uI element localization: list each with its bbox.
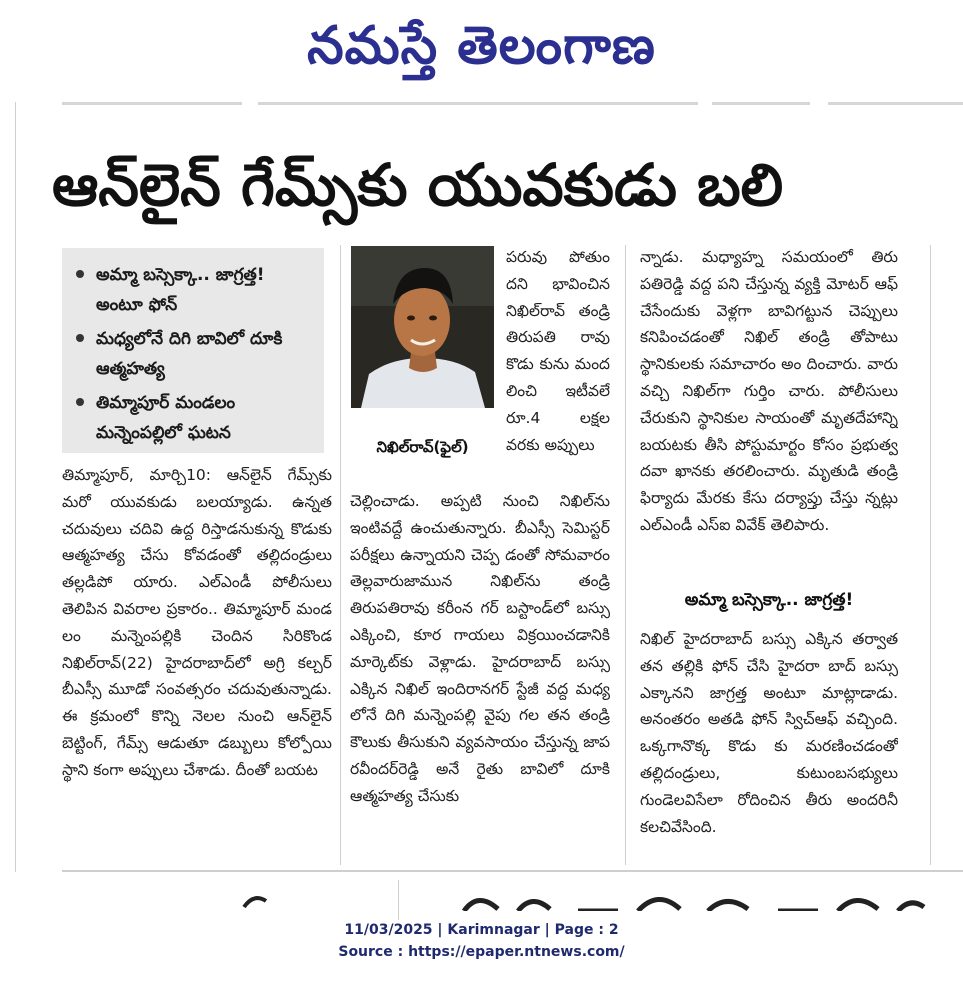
highlight-text: అమ్మా బస్సెక్కా.. జాగ్రత్త! అంటూ ఫోన్ [96,265,265,315]
paragraph: చెల్లించాడు. అప్పటి నుంచి నిఖిల్‌ను ఇంటివద్దే ఉంచుతున్నారు. బీఎస్సీ సెమిస్టర్ పరీక్షలు ఉన్నాయని చెప్ప డంతో సోమవారం తెల్లవారుజామున నిఖిల్‌ను తండ్రి తిరుపతిరావు కరీంన గర్ బస్టాండ్‌లో బస్సు ఎక్కించి, కూర గాయలు విక్రయించడానికి మార్కెట్‌కు వెళ్లాడు. హైదరాబాద్ బస్సు ఎక్కిన నిఖిల్ ఇందిరానగర్ స్టేజీ వద్ద మధ్య లోనే దిగి మన్నెంపల్లి వైపు గల తన తండ్రి కౌలుకు తీసుకుని వ్యవసాయం చేస్తున్న జాప రవీందర్‌రెడ్డి అనే రైతు బావిలో దూకి ఆత్మహత్య చేసుకు [350,492,610,805]
paragraph: పరువు పోతుం దని భావించిన నిఖిల్‌రావ్ తండ్రి తిరుపతి రావు కొడు కును మంద లించి ఇటీవలే రూ.4 లక్షల వరకు అప్పులు [506,248,610,454]
masthead-title: నమస్తే తెలంగాణ [307,16,656,76]
bullet-icon [76,270,84,278]
column-3-bottom-text [640,626,898,862]
highlight-item [74,388,314,448]
bullet-icon [76,334,84,342]
paragraph: తిమ్మాపూర్, మార్చి10: ఆన్‌లైన్ గేమ్స్‌కు మరో యువకుడు బలయ్యాడు. ఉన్నత చదువులు చదివి ఉద్ద రిస్తాడనుకున్న కొడుకు ఆత్మహత్య చేసు కోవడంతో తల్లిదండ్రులు తల్లడిపో యారు. ఎల్ఎండీ పోలీసులు తెలిపిన వివరాల ప్రకారం.. తిమ్మాపూర్ మండ లం మన్నెంపల్లికి చెందిన సిరికొండ నిఖిల్‌రావ్(22) హైదరాబాద్‌లో అగ్రి కల్చర్ బీఎస్సీ మూడో సంవత్సరం చదువుతున్నాడు. ఈ క్రమంలో కొన్ని నెలల నుంచి ఆన్‌లైన్ బెట్టింగ్, గేమ్స్ ఆడుతూ డబ్బులు కోల్పోయి స్థాని కంగా అప్పులు చేశాడు. దీంతో బయట [62,466,332,779]
paragraph: నిఖిల్ హైదరాబాద్ బస్సు ఎక్కిన తర్వాత తన తల్లికి ఫోన్ చేసి హైదరా బాద్ బస్సు ఎక్కానని జాగ్రత్త అంటూ మాట్లాడాడు. అనంతరం అతడి ఫోన్ స్విచ్‌ఆఫ్ వచ్చింది. ఒక్కగానొక్క కొడు కు మరణించడంతో తల్లిదండ్రులు, కుటుంబసభ్యులు గుండెలవిసేలా రోదించిన తీరు అందరినీ కలచివేసింది. [640,630,898,836]
column-divider [398,880,399,920]
bullet-icon [76,398,84,406]
footer-date-edition: 11/03/2025 | Karimnagar | Page : 2 [344,922,619,938]
article-photo [351,246,494,408]
photo-caption: నిఖిల్‌రావ్(ఫైల్) [376,438,469,456]
column-3-text [640,244,898,577]
highlight-item [74,260,314,320]
article-subheading: అమ్మా బస్సెక్కా.. జాగ్రత్త! [684,590,854,610]
top-rule [62,102,242,105]
column-2-top-text [506,244,610,486]
highlight-text: మధ్యలోనే దిగి బావిలో దూకి ఆత్మహత్య [96,329,283,379]
person-photo-icon [351,246,494,408]
highlight-item [74,324,314,384]
cropped-glyph-icon [240,887,270,911]
left-margin-line [15,102,16,872]
footer-source: Source : https://epaper.ntnews.com/ [338,944,625,960]
column-divider [930,245,931,865]
column-2-text [350,488,610,862]
cropped-headline-icon [458,887,928,911]
top-rule [828,102,963,105]
highlight-text: తిమ్మాపూర్ మండలం మన్నెంపల్లిలో ఘటన [96,393,236,443]
column-1-text [62,462,332,870]
next-article-fragment [458,885,928,911]
top-rule [712,102,810,105]
column-divider [340,245,341,865]
top-rule [258,102,698,105]
paragraph: న్నాడు. మధ్యాహ్న సమయంలో తిరు పతిరెడ్డి వద్ద పని చేస్తున్న వ్యక్తి మోటర్ ఆఫ్ చేసేందుకు వెళ్లగా బావిగట్టున చెప్పులు కనిపించడంతో నిఖిల్ తండ్రి తోపాటు స్థానికులకు సమాచారం అం దించారు. వారు వచ్చి నిఖిల్‌గా గుర్తిం చారు. పోలీసులు చేరుకుని స్థానికుల సాయంతో మృతదేహాన్ని బయటకు తీసి పోస్టుమార్టం కోసం ప్రభుత్వ దవా ఖానకు తరలించారు. మృతుడి తండ్రి ఫిర్యాదు మేరకు కేసు దర్యాప్తు చేస్తు న్నట్లు ఎల్ఎండీ ఎస్ఐ వివేక్ తెలిపారు. [640,248,898,534]
column-divider [625,245,626,865]
bottom-rule [62,870,963,872]
article-headline: ఆన్‌లైన్ గేమ్స్‌కు యువకుడు బలి [52,151,784,219]
next-article-fragment [240,885,270,911]
highlights-box [62,248,324,453]
